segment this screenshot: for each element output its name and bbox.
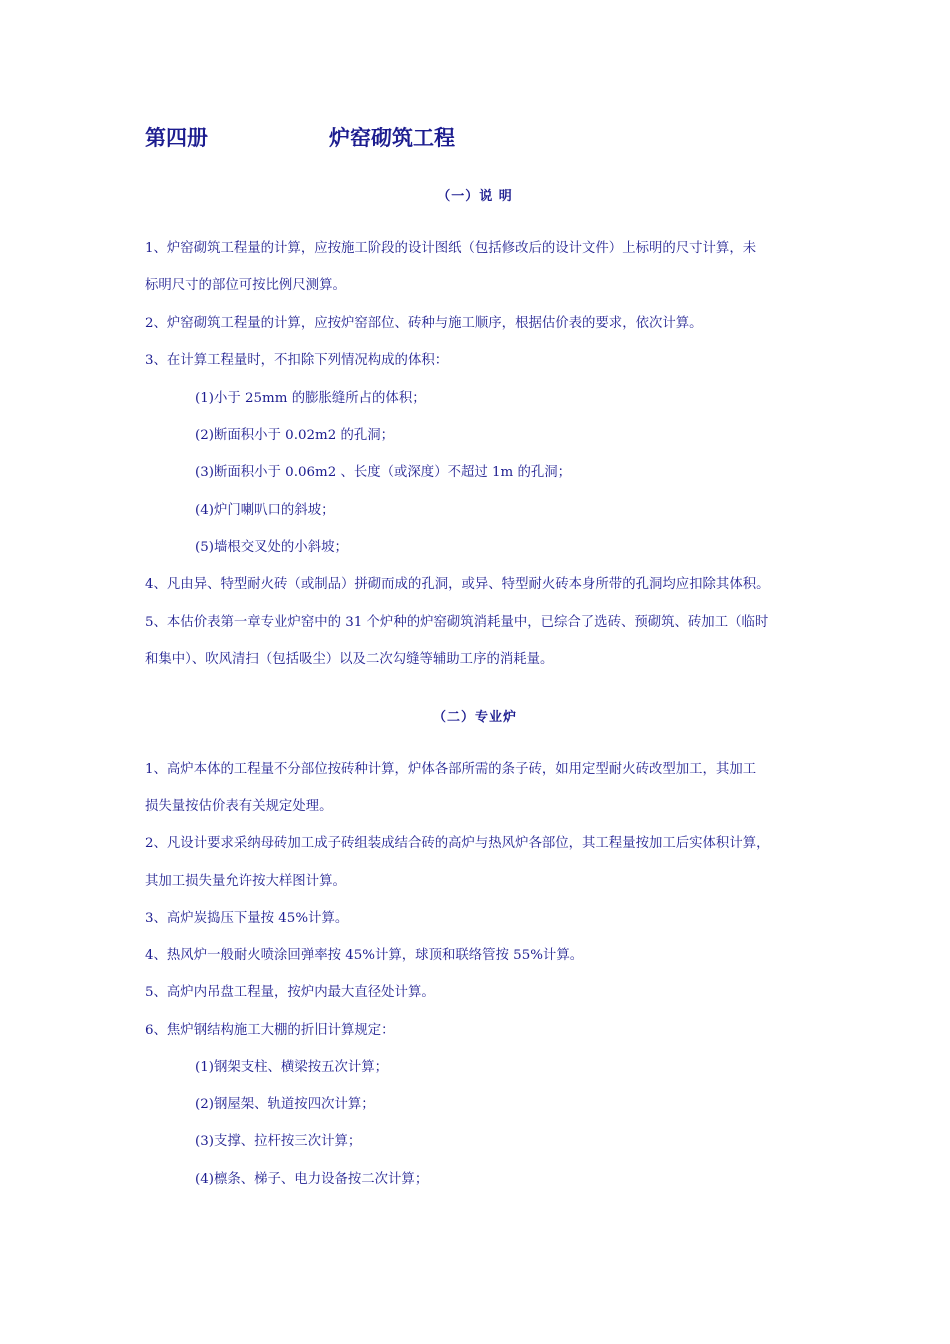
list-item: (1)钢架支柱、横梁按五次计算； [195, 1060, 389, 1075]
list-item: (5)墙根交叉处的小斜坡； [195, 540, 348, 555]
list-item: (2)钢屋架、轨道按四次计算； [195, 1097, 375, 1112]
paragraph-line: 2、凡设计要求采纳母砖加工成子砖组装成结合砖的高炉与热风炉各部位，其工程量按加工后实体积计算， [145, 836, 770, 851]
section-heading-special-furnace: （二）专业炉 [432, 710, 517, 725]
paragraph-line: 其加工损失量允许按大样图计算。 [145, 874, 346, 889]
page-title [145, 122, 845, 154]
paragraph-line: 损失量按估价表有关规定处理。 [145, 799, 333, 814]
volume-label: 第四册 [145, 126, 208, 150]
list-item: (4)檩条、梯子、电力设备按二次计算； [195, 1172, 429, 1187]
paragraph-line: 2、炉窑砌筑工程量的计算，应按炉窑部位、砖种与施工顺序，根据估价表的要求，依次计算。 [145, 316, 703, 331]
paragraph-line: 5、高炉内吊盘工程量，按炉内最大直径处计算。 [145, 985, 435, 1000]
paragraph-line: 1、炉窑砌筑工程量的计算，应按施工阶段的设计图纸（包括修改后的设计文件）上标明的尺寸计算，未 [145, 241, 757, 256]
section-heading-explanation: （一）说 明 [437, 189, 513, 204]
paragraph-line: 6、焦炉钢结构施工大棚的折旧计算规定： [145, 1023, 395, 1038]
paragraph-line: 5、本估价表第一章专业炉窑中的 31 个炉种的炉窑砌筑消耗量中，已综合了选砖、预砌筑、砖加工（临时 [145, 615, 769, 630]
paragraph-line: 4、热风炉一般耐火喷涂回弹率按 45%计算，球顶和联络管按 55%计算。 [145, 948, 584, 963]
list-item: (1)小于 25mm 的膨胀缝所占的体积； [195, 391, 426, 406]
paragraph-line: 和集中）、吹风清扫（包括吸尘）以及二次勾缝等辅助工序的消耗量。 [145, 652, 554, 667]
paragraph-line: 3、在计算工程量时，不扣除下列情况构成的体积： [145, 353, 449, 368]
list-item: (4)炉门喇叭口的斜坡； [195, 503, 335, 518]
volume-name: 炉窑砌筑工程 [329, 126, 455, 150]
list-item: (3)支撑、拉杆按三次计算； [195, 1134, 362, 1149]
list-item: (2)断面积小于 0.02m2 的孔洞； [195, 428, 395, 443]
paragraph-line: 标明尺寸的部位可按比例尺测算。 [145, 278, 346, 293]
paragraph-line: 3、高炉炭捣压下量按 45%计算。 [145, 911, 349, 926]
list-item: (3)断面积小于 0.06m2 、长度（或深度）不超过 1m 的孔洞； [195, 465, 572, 480]
paragraph-line: 1、高炉本体的工程量不分部位按砖种计算，炉体各部所需的条子砖，如用定型耐火砖改型加工，其加工 [145, 762, 757, 777]
paragraph-line: 4、凡由异、特型耐火砖（或制品）拼砌而成的孔洞，或异、特型耐火砖本身所带的孔洞均应扣除其体积。 [145, 577, 770, 592]
